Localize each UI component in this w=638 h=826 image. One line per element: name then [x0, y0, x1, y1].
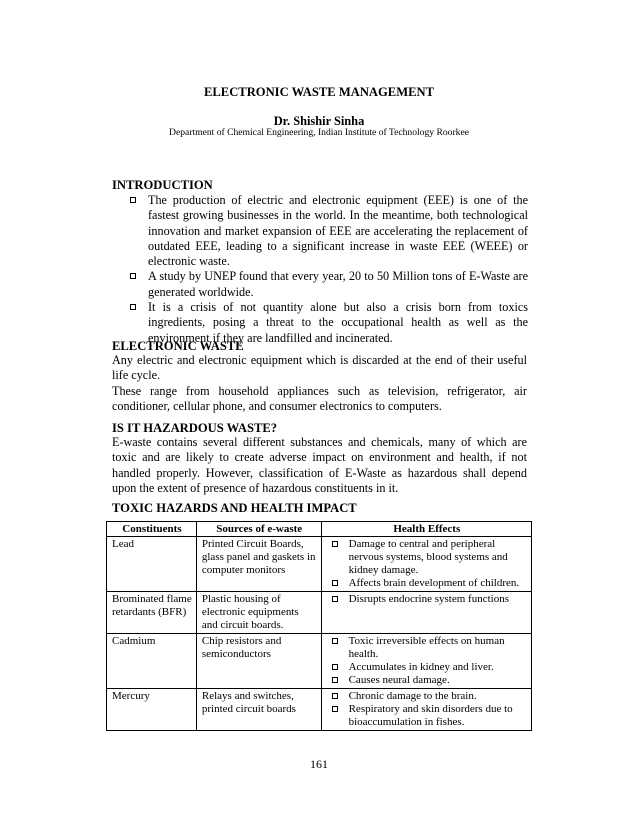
sources-cell: Chip resistors and semiconductors — [196, 634, 321, 689]
page-number: 161 — [310, 757, 328, 771]
effect-item — [327, 577, 527, 590]
checkbox-bullet-icon — [332, 638, 338, 644]
introduction-bullet-text: It is a crisis of not quantity alone but also a crisis born from toxics ingredients, posing a threat to the occupational health as well as the environment if they are landfilled and incinerated. — [148, 300, 528, 345]
effect-text: Chronic damage to the brain. — [348, 690, 477, 702]
electronic-waste-heading: ELECTRONIC WASTE — [112, 339, 244, 353]
introduction-bullet — [128, 193, 528, 269]
effects-cell — [321, 689, 531, 731]
author-name: Dr. Shishir Sinha — [273, 114, 365, 128]
table-row — [107, 537, 532, 592]
checkbox-bullet-icon — [332, 541, 338, 547]
checkbox-bullet-icon — [130, 197, 136, 203]
effects-cell — [321, 537, 531, 592]
effect-text: Causes neural damage. — [348, 674, 450, 686]
effect-text: Damage to central and peripheral nervous systems, blood systems and kidney damage. — [348, 538, 508, 576]
checkbox-bullet-icon — [332, 664, 338, 670]
constituent-cell: Cadmium — [107, 634, 197, 689]
introduction-bullet-list — [128, 193, 528, 346]
effect-item — [327, 703, 527, 729]
checkbox-bullet-icon — [130, 273, 136, 279]
introduction-bullet-text: The production of electric and electronic equipment (EEE) is one of the fastest growing businesses in the world. In the meantime, both technological innovation and market expansion of EEE are accelerating the replacement of outdated EEE, leading to a significant increase in waste EEE (WEEE) or electronic waste. — [148, 193, 528, 269]
effect-item — [327, 661, 527, 674]
column-header: Constituents — [107, 522, 197, 537]
effect-text: Affects brain development of children. — [348, 577, 520, 589]
introduction-heading: INTRODUCTION — [112, 178, 213, 192]
document-title: ELECTRONIC WASTE MANAGEMENT — [204, 85, 434, 99]
electronic-waste-paragraph: These range from household appliances such as television, refrigerator, air conditioner, cellular phone, and consumer electronics to computers. — [112, 383, 527, 413]
effect-item — [327, 674, 527, 687]
sources-cell: Relays and switches, printed circuit boards — [196, 689, 321, 731]
effect-item — [327, 635, 527, 661]
effect-text: Disrupts endocrine system functions — [348, 593, 509, 605]
effects-cell — [321, 592, 531, 634]
introduction-bullet-text: A study by UNEP found that every year, 20 to 50 Million tons of E-Waste are generated worldwide. — [148, 269, 528, 299]
hazardous-paragraph: E-waste contains several different substances and chemicals, many of which are toxic and are likely to create adverse impact on environment and health, if not handled properly. However, classification of E-Waste as hazardous shall depend upon the extent of presence of hazardous constituents in it. — [112, 435, 527, 495]
checkbox-bullet-icon — [130, 304, 136, 310]
electronic-waste-paragraph: Any electric and electronic equipment which is discarded at the end of their useful life cycle. — [112, 353, 527, 383]
constituent-cell: Mercury — [107, 689, 197, 731]
hazardous-body — [112, 435, 527, 496]
table-header-row — [107, 522, 532, 537]
checkbox-bullet-icon — [332, 580, 338, 586]
table-row — [107, 689, 532, 731]
sources-cell: Plastic housing of electronic equipments and circuit boards. — [196, 592, 321, 634]
effect-item — [327, 690, 527, 703]
electronic-waste-body — [112, 353, 527, 414]
introduction-bullet — [128, 269, 528, 300]
sources-cell: Printed Circuit Boards, glass panel and gaskets in computer monitors — [196, 537, 321, 592]
checkbox-bullet-icon — [332, 693, 338, 699]
hazardous-heading: IS IT HAZARDOUS WASTE? — [112, 421, 278, 435]
effect-text: Respiratory and skin disorders due to bioaccumulation in fishes. — [348, 703, 513, 728]
effect-text: Toxic irreversible effects on human health. — [348, 635, 505, 660]
table-row — [107, 592, 532, 634]
effect-text: Accumulates in kidney and liver. — [348, 661, 494, 673]
column-header: Health Effects — [321, 522, 531, 537]
checkbox-bullet-icon — [332, 706, 338, 712]
checkbox-bullet-icon — [332, 596, 338, 602]
toxic-hazards-table — [106, 521, 532, 731]
column-header: Sources of e-waste — [196, 522, 321, 537]
constituent-cell: Lead — [107, 537, 197, 592]
toxic-heading: TOXIC HAZARDS AND HEALTH IMPACT — [112, 501, 357, 515]
author-affiliation: Department of Chemical Engineering, Indian Institute of Technology Roorkee — [169, 127, 469, 138]
checkbox-bullet-icon — [332, 677, 338, 683]
effects-cell — [321, 634, 531, 689]
effect-item — [327, 593, 527, 606]
effect-item — [327, 538, 527, 577]
constituent-cell: Brominated flame retardants (BFR) — [107, 592, 197, 634]
table-row — [107, 634, 532, 689]
